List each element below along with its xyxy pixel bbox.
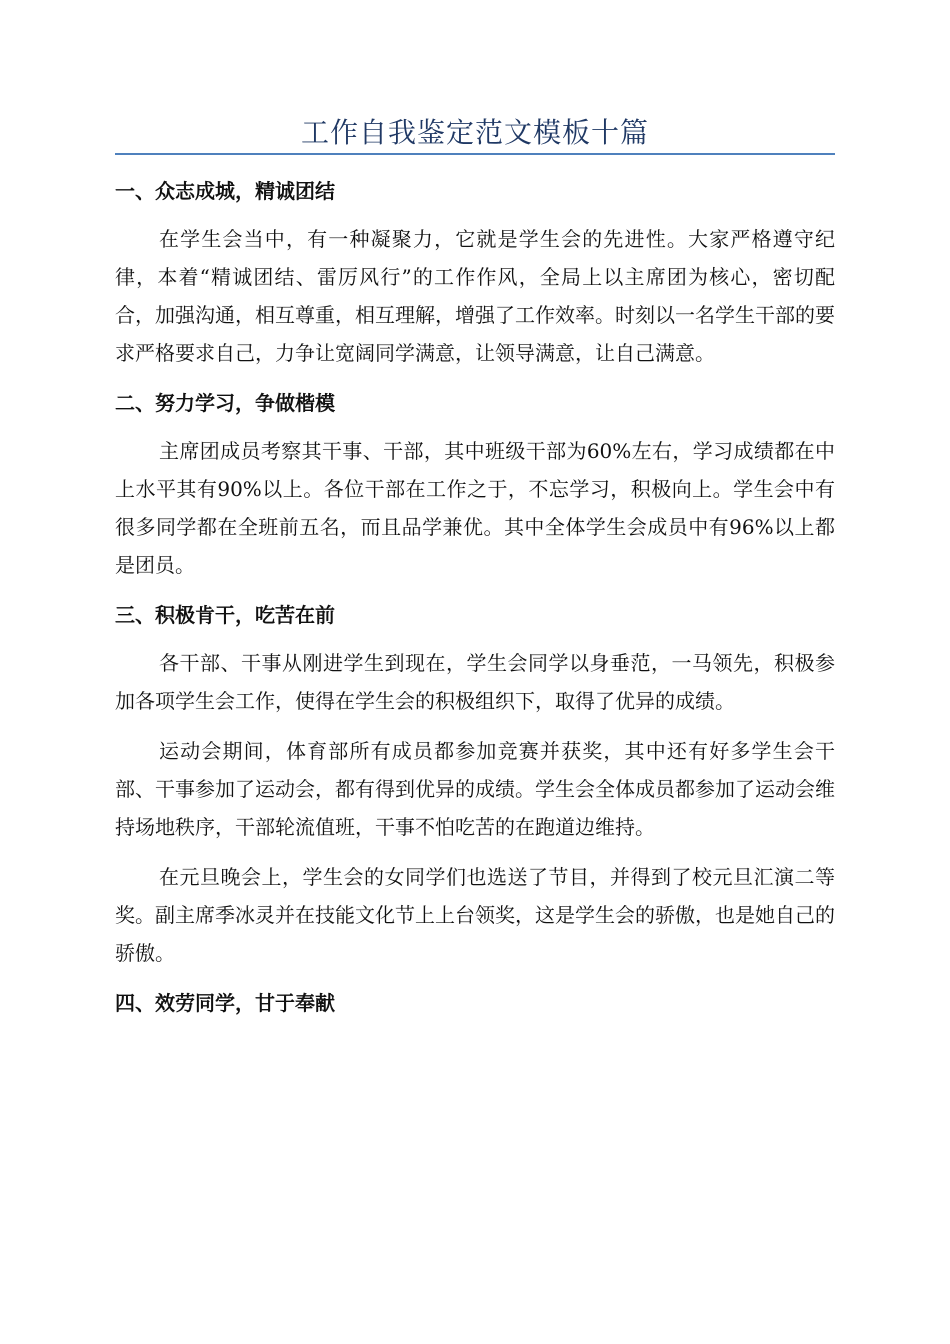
section-heading: 三、积极肯干，吃苦在前	[115, 603, 335, 627]
document-title: 工作自我鉴定范文模板十篇	[300, 116, 649, 149]
section-heading: 四、效劳同学，甘于奉献	[115, 991, 335, 1015]
body-paragraph: 主席团成员考察其干事、干部，其中班级干部为60%左右，学习成绩都在中上水平其有90%以上。各位干部在工作之于，不忘学习，积极向上。学生会中有很多同学都在全班前五名，而且品学兼优。其中全体学生会成员中有96%以上都是团员。	[115, 439, 835, 577]
title-underline	[115, 153, 835, 155]
section-heading: 一、众志成城，精诚团结	[115, 179, 335, 203]
body-paragraph: 运动会期间，体育部所有成员都参加竞赛并获奖，其中还有好多学生会干部、干事参加了运动会，都有得到优异的成绩。学生会全体成员都参加了运动会维持场地秩序，干部轮流值班，干事不怕吃苦的在跑道边维持。	[115, 739, 835, 839]
body-paragraph: 在学生会当中，有一种凝聚力，它就是学生会的先进性。大家严格遵守纪律，本着“精诚团结、雷厉风行”的工作作风，全局上以主席团为核心，密切配合，加强沟通，相互尊重，相互理解，增强了工作效率。时刻以一名学生干部的要求严格要求自己，力争让宽阔同学满意，让领导满意，让自己满意。	[115, 227, 835, 365]
document-body	[115, 172, 835, 1032]
body-paragraph: 在元旦晚会上，学生会的女同学们也选送了节目，并得到了校元旦汇演二等奖。副主席季冰灵并在技能文化节上上台领奖，这是学生会的骄傲，也是她自己的骄傲。	[115, 865, 835, 965]
section-heading: 二、努力学习，争做楷模	[115, 391, 335, 415]
body-paragraph: 各干部、干事从刚进学生到现在，学生会同学以身垂范，一马领先，积极参加各项学生会工作，使得在学生会的积极组织下，取得了优异的成绩。	[115, 651, 835, 713]
